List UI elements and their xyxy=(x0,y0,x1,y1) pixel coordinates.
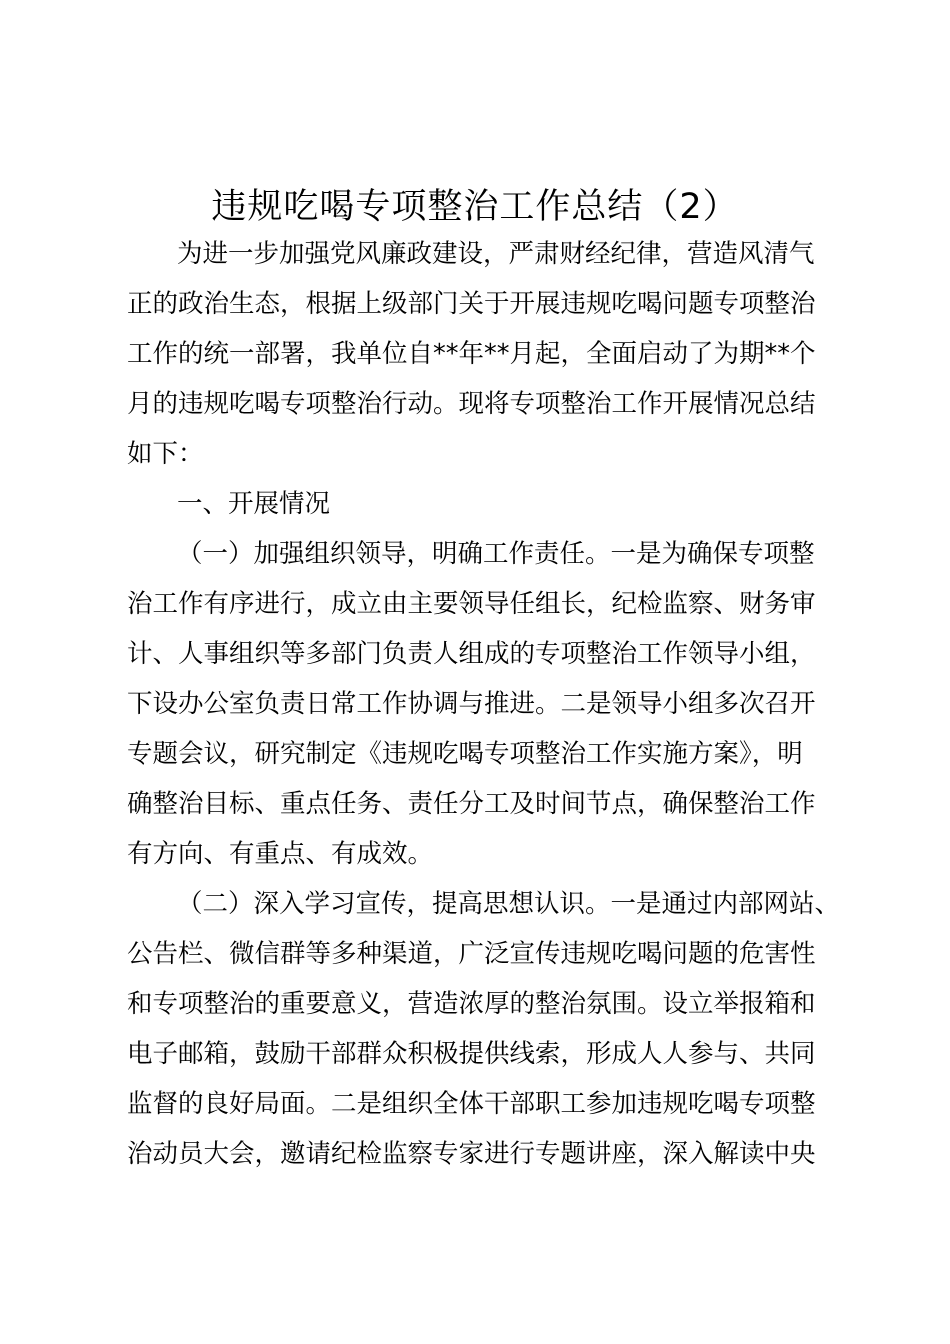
body-line-17: 电子邮箱，鼓励干部群众积极提供线索，形成人人参与、共同 xyxy=(127,1039,816,1069)
section-heading-1: 一、开展情况 xyxy=(177,489,331,519)
body-line-9: 计、人事组织等多部门负责人组成的专项整治工作领导小组， xyxy=(127,639,816,669)
body-line-5: 如下： xyxy=(127,439,204,469)
body-line-2: 正的政治生态，根据上级部门关于开展违规吃喝问题专项整治 xyxy=(127,289,816,319)
body-line-14: （二）深入学习宣传，提高思想认识。一是通过内部网站、 xyxy=(177,889,841,919)
body-line-13: 有方向、有重点、有成效。 xyxy=(127,839,434,869)
body-line-11: 专题会议，研究制定《违规吃喝专项整治工作实施方案》，明 xyxy=(127,739,803,769)
body-line-15: 公告栏、微信群等多种渠道，广泛宣传违规吃喝问题的危害性 xyxy=(127,939,816,969)
body-line-16: 和专项整治的重要意义，营造浓厚的整治氛围。设立举报箱和 xyxy=(127,989,816,1019)
body-line-4: 月的违规吃喝专项整治行动。现将专项整治工作开展情况总结 xyxy=(127,389,816,419)
body-line-12: 确整治目标、重点任务、责任分工及时间节点，确保整治工作 xyxy=(127,789,816,819)
body-line-3: 工作的统一部署，我单位自**年**月起，全面启动了为期**个 xyxy=(127,339,816,369)
document-title: 违规吃喝专项整治工作总结（2） xyxy=(211,187,739,227)
body-line-1: 为进一步加强党风廉政建设，严肃财经纪律，营造风清气 xyxy=(177,239,815,269)
body-line-18: 监督的良好局面。二是组织全体干部职工参加违规吃喝专项整 xyxy=(127,1089,816,1119)
body-line-7: （一）加强组织领导，明确工作责任。一是为确保专项整 xyxy=(177,539,815,569)
body-line-8: 治工作有序进行，成立由主要领导任组长，纪检监察、财务审 xyxy=(127,589,816,619)
body-line-10: 下设办公室负责日常工作协调与推进。二是领导小组多次召开 xyxy=(127,689,816,719)
body-line-19: 治动员大会，邀请纪检监察专家进行专题讲座，深入解读中央 xyxy=(127,1139,816,1169)
